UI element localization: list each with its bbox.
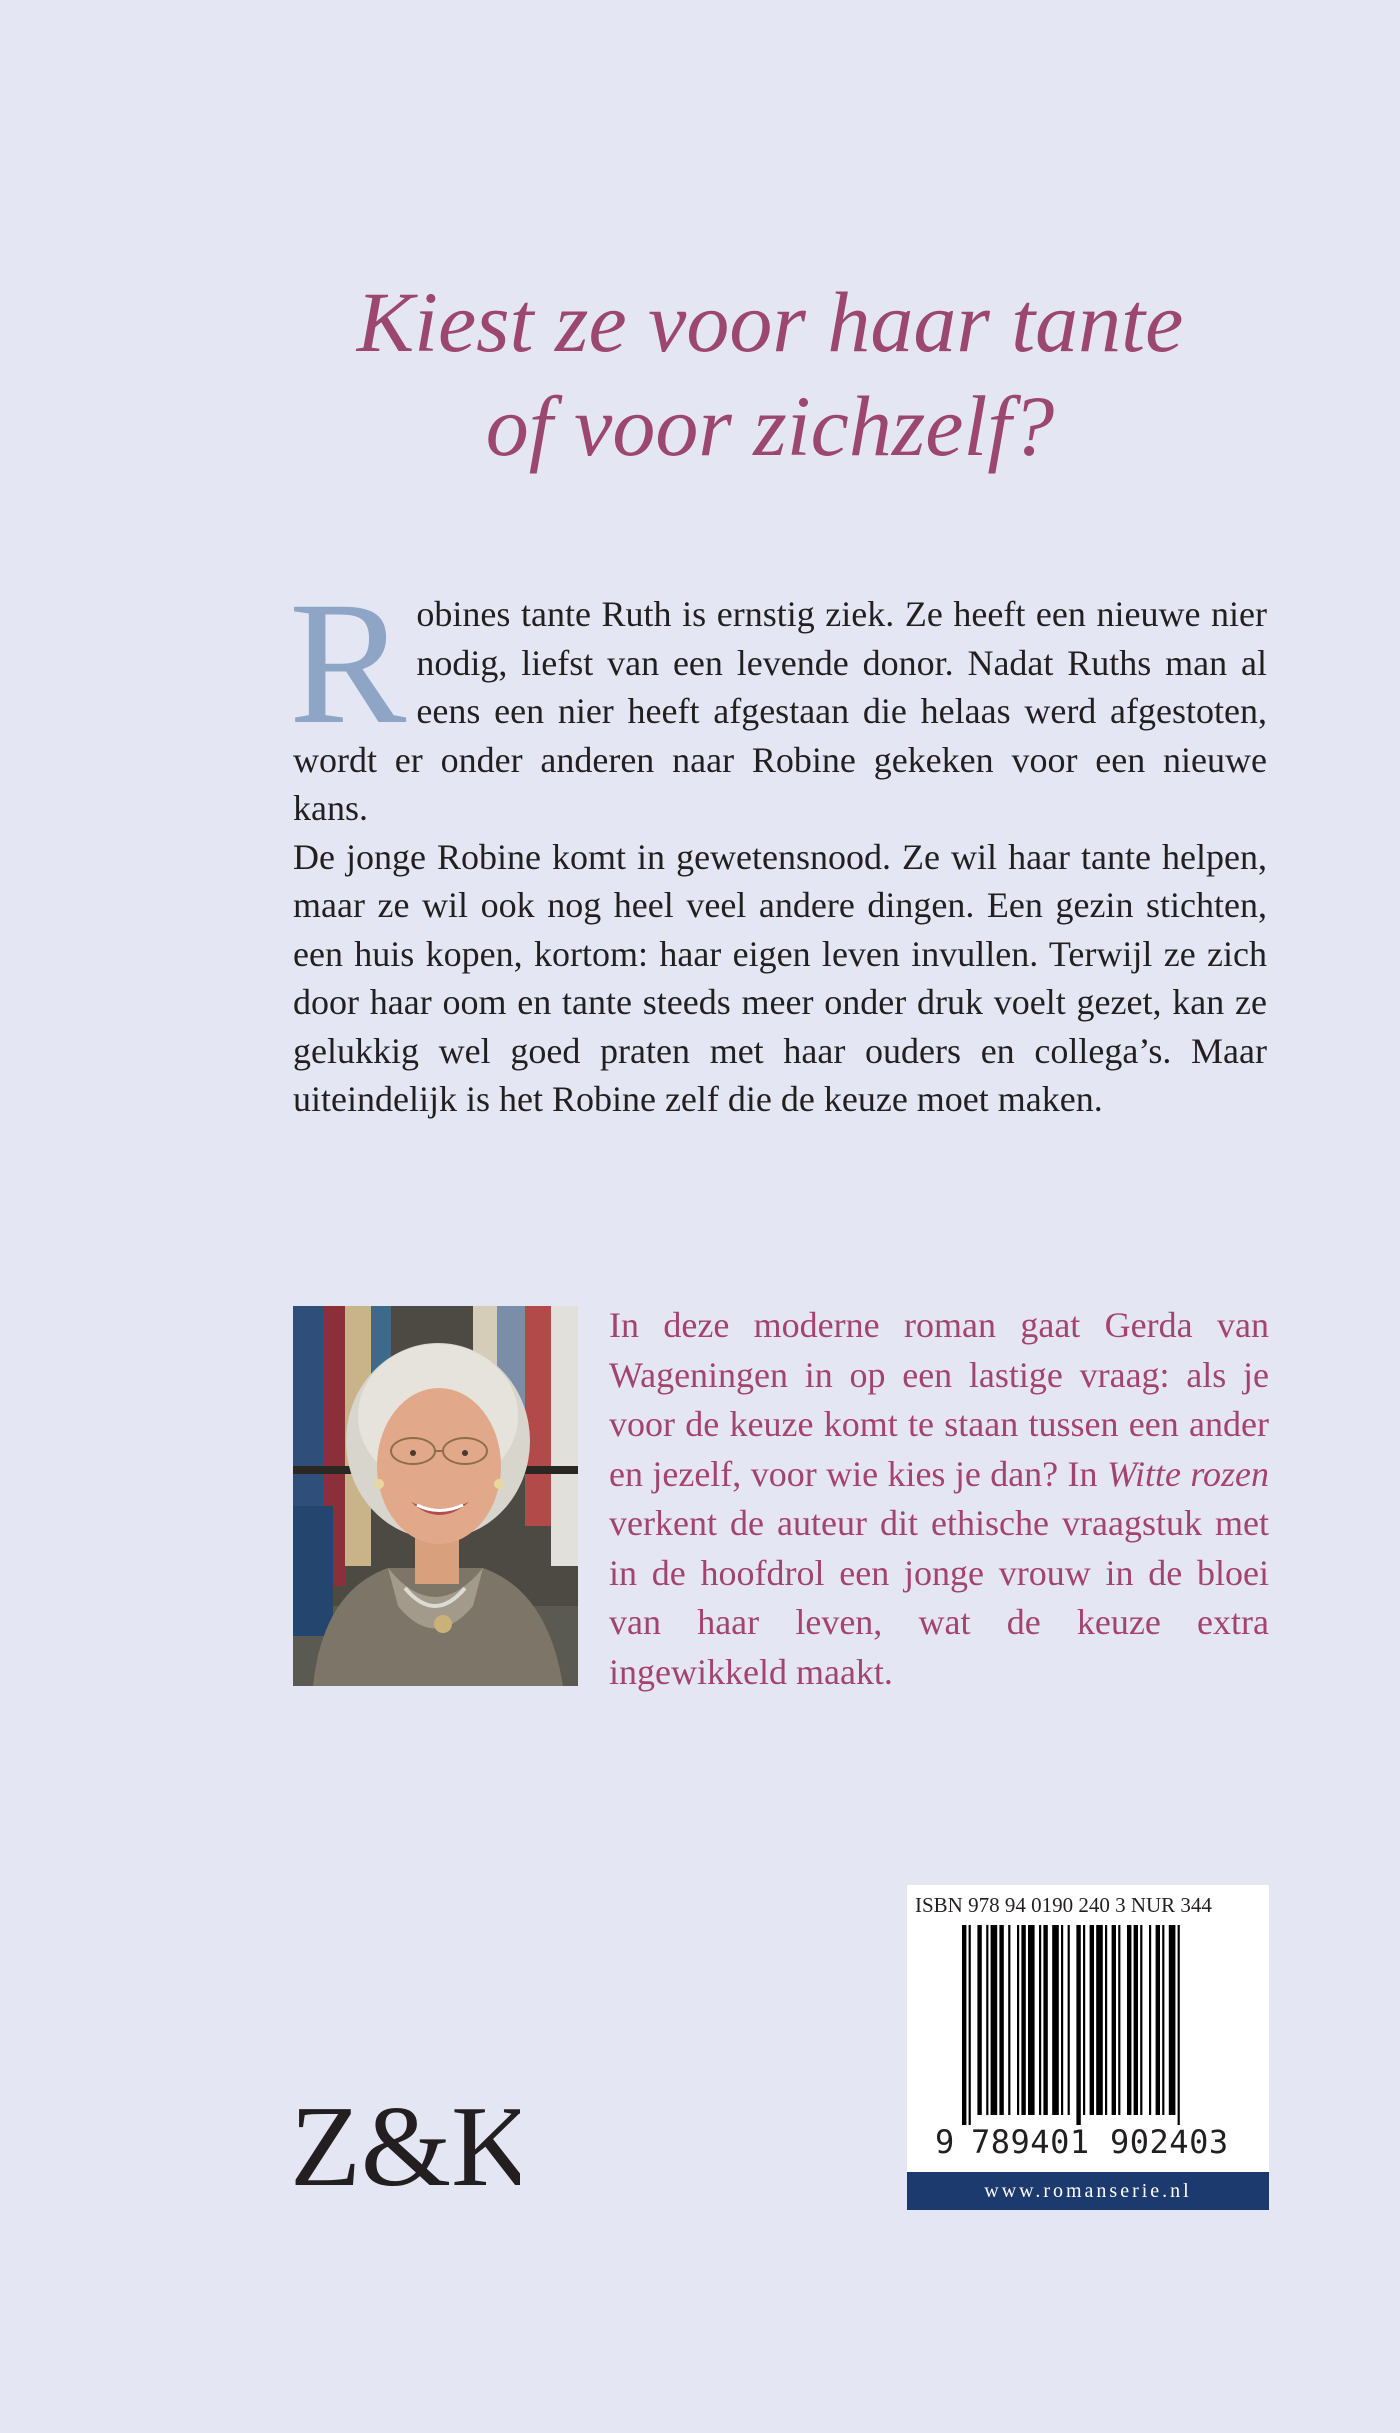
barcode-bar	[1039, 1925, 1041, 2115]
barcode-bar	[1061, 1925, 1063, 2115]
barcode-bar	[1090, 1925, 1094, 2115]
barcode-bar	[1021, 1925, 1025, 2115]
barcode-bar	[1052, 1925, 1059, 2115]
barcode-bar	[986, 1925, 988, 2115]
barcode-bar	[1068, 1925, 1070, 2115]
barcode-bar	[1134, 1925, 1138, 2115]
barcode-bar	[1028, 1925, 1035, 2115]
author-description	[609, 1301, 1269, 1697]
barcode-bar	[1096, 1925, 1103, 2115]
barcode-bar	[1076, 1925, 1080, 2125]
website-url: www.romanserie.nl	[907, 2172, 1269, 2210]
barcode-bar	[1118, 1925, 1120, 2115]
barcode-bar	[1156, 1925, 1160, 2115]
book-title-italic: Witte rozen	[1106, 1453, 1269, 1494]
barcode-bar	[1140, 1925, 1142, 2115]
barcode-bar	[1008, 1925, 1010, 2115]
blurb-paragraph-2: De jonge Robine komt in gewetensnood. Ze wil haar tante helpen, maar ze wil ook nog heel veel andere dingen. Een gezin stichten, een huis kopen, kortom: haar eigen leven invullen. Terwijl ze zich door haar oom en tante steeds meer onder druk voelt gezet, kan ze gelukkig wel goed praten met haar ouders en collega’s. Maar uiteindelijk is het Robine zelf die de keuze moet maken.	[293, 836, 1267, 1119]
barcode-bar	[1178, 1925, 1180, 2125]
barcode-bar	[1149, 1925, 1151, 2115]
barcode-bar	[1083, 1925, 1085, 2115]
barcode-panel	[907, 1885, 1269, 2210]
barcode-bar	[1017, 1925, 1019, 2115]
blurb-paragraph-1	[289, 566, 1267, 833]
barcode-bar	[969, 1925, 971, 2125]
author-text-part-1: In deze moderne roman gaat Gerda van Wageningen in op een lastige vraag: als je voor de keuze komt te staan tussen een ander en jezelf, voor wie kies je dan? In	[609, 1305, 1269, 1494]
barcode-bar	[1127, 1925, 1131, 2115]
book-blurb	[289, 566, 1267, 1124]
barcode-bar	[1162, 1925, 1164, 2115]
barcode-bars	[962, 1925, 1234, 2125]
barcode-digit-first: 9	[935, 2123, 955, 2161]
drop-cap: R	[289, 566, 407, 761]
tagline-line-2: of voor zichzelf?	[485, 378, 1055, 474]
cover-tagline	[250, 270, 1290, 478]
barcode-bar	[1043, 1925, 1047, 2115]
barcode-bar	[991, 1925, 998, 2115]
author-text-part-2: verkent de auteur dit ethische vraagstuk met in de hoofdrol een jonge vrouw in de bloei van haar leven, wat de keuze extra ingewikkeld maakt.	[609, 1503, 1269, 1692]
barcode-digits-group-1: 789401	[971, 2123, 1090, 2161]
barcode-bar	[1112, 1925, 1116, 2115]
publisher-logo	[290, 2085, 520, 2215]
publisher-logo-text: Z&K	[290, 2085, 520, 2211]
blurb-paragraph-1-text: obines tante Ruth is ernstig ziek. Ze heeft een nieuwe nier nodig, liefst van een levende donor. Nadat Ruths man al eens een nier heeft afgestaan die helaas werd afgestoten, wordt er onder anderen naar Robine gekeken voor een nieuwe kans.	[293, 594, 1267, 828]
isbn-text: ISBN 978 94 0190 240 3 NUR 344	[915, 1893, 1212, 1917]
barcode-bar	[962, 1925, 966, 2125]
barcode-bar	[1105, 1925, 1107, 2115]
author-photo	[293, 1306, 578, 1686]
tagline-line-1: Kiest ze voor haar tante	[356, 274, 1184, 370]
barcode-digits-group-2: 902403	[1110, 2123, 1229, 2161]
barcode-bar	[999, 1925, 1003, 2115]
barcode-bar	[1169, 1925, 1176, 2115]
barcode-bar	[977, 1925, 981, 2115]
